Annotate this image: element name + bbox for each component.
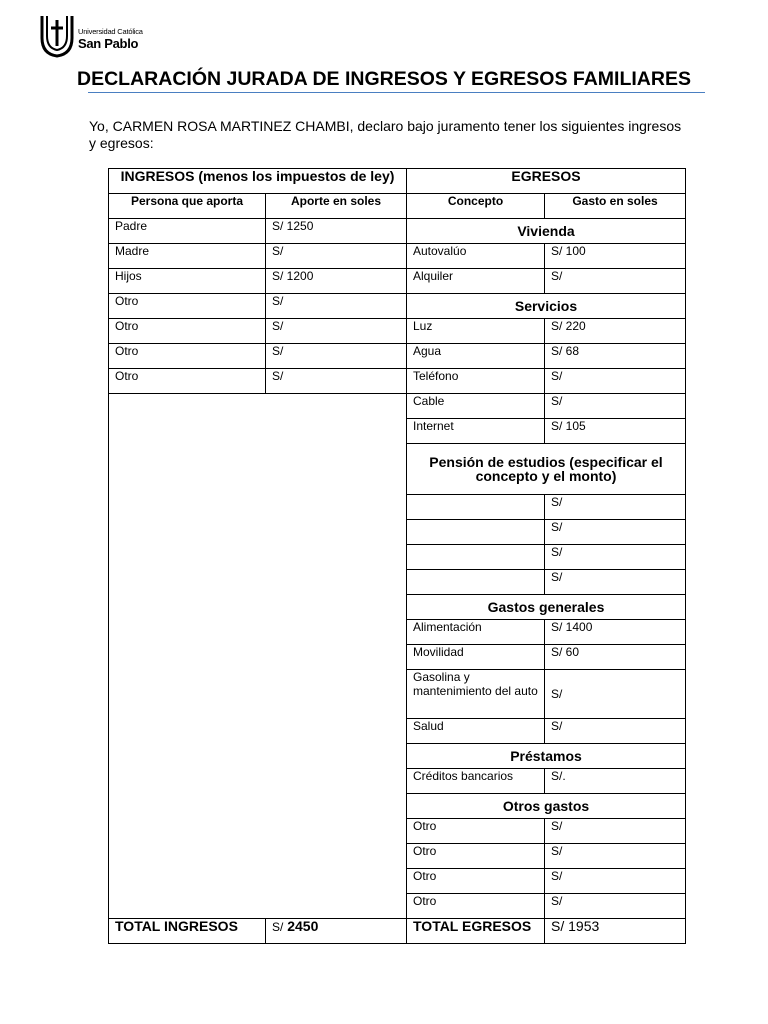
ingreso-persona: Otro [109,369,266,394]
gasto-header: Gasto en soles [545,194,686,219]
egreso-concepto: Agua [407,344,545,369]
egreso-gasto: S/ 60 [545,645,686,670]
ingreso-aporte: S/ [266,344,407,369]
page-title: DECLARACIÓN JURADA DE INGRESOS Y EGRESOS FAMILIARES [77,68,691,90]
egreso-concepto [407,545,545,570]
university-logo [38,12,148,58]
egreso-concepto: Otro [407,894,545,919]
ingreso-aporte: S/ 1250 [266,219,407,244]
total-ingresos-value [266,919,407,944]
egreso-gasto: S/. [545,769,686,794]
logo-name-text: San Pablo [78,36,139,51]
ingreso-persona: Padre [109,219,266,244]
ingreso-persona: Hijos [109,269,266,294]
table-row [109,294,686,319]
egreso-gasto: S/ [545,894,686,919]
egreso-gasto: S/ [545,495,686,520]
table-row [109,269,686,294]
egreso-concepto [407,570,545,595]
egreso-concepto: Luz [407,319,545,344]
egreso-gasto: S/ [545,869,686,894]
total-ingresos-prefix: S/ [272,920,284,934]
egreso-gasto: S/ [545,819,686,844]
concepto-header: Concepto [407,194,545,219]
total-egresos-value: S/ 1953 [545,919,686,944]
egreso-concepto: Créditos bancarios [407,769,545,794]
ingreso-aporte: S/ [266,319,407,344]
table-row [109,244,686,269]
egreso-gasto: S/ [545,545,686,570]
egreso-gasto: S/ 1400 [545,620,686,645]
egreso-concepto: Otro [407,819,545,844]
ingreso-persona: Madre [109,244,266,269]
egreso-gasto: S/ [545,520,686,545]
egreso-gasto: S/ 105 [545,419,686,444]
section-vivienda: Vivienda [407,219,686,244]
total-ingresos-amount: 2450 [287,918,319,934]
table-row [109,369,686,394]
total-egresos-label: TOTAL EGRESOS [407,919,545,944]
section-otros: Otros gastos [407,794,686,819]
table-row [109,219,686,244]
egreso-concepto [407,520,545,545]
table-row [109,394,686,419]
egreso-concepto [407,495,545,520]
totals-row [109,919,686,944]
egreso-concepto: Teléfono [407,369,545,394]
ingreso-persona: Otro [109,319,266,344]
persona-header: Persona que aporta [109,194,266,219]
egreso-gasto: S/ 100 [545,244,686,269]
egreso-concepto: Salud [407,719,545,744]
aporte-header: Aporte en soles [266,194,407,219]
egreso-gasto: S/ [545,719,686,744]
income-expense-table [108,168,686,944]
egreso-gasto: S/ 68 [545,344,686,369]
egreso-gasto: S/ [545,670,686,719]
egreso-gasto: S/ [545,844,686,869]
egreso-gasto: S/ [545,369,686,394]
section-generales: Gastos generales [407,595,686,620]
egreso-gasto: S/ 220 [545,319,686,344]
title-underline [88,92,705,93]
section-servicios: Servicios [407,294,686,319]
egresos-header: EGRESOS [407,169,686,194]
egreso-concepto: Autovalúo [407,244,545,269]
ingreso-persona: Otro [109,344,266,369]
ingreso-aporte: S/ [266,369,407,394]
egreso-concepto: Gasolina y mantenimiento del auto [407,670,545,719]
total-ingresos-label: TOTAL INGRESOS [109,919,266,944]
table-header-row [109,169,686,194]
table-subheader-row [109,194,686,219]
table-row [109,319,686,344]
egreso-concepto: Internet [407,419,545,444]
egreso-gasto: S/ [545,269,686,294]
table-row [109,344,686,369]
university-crest-icon [38,12,76,58]
section-pension: Pensión de estudios (especificar el concepto y el monto) [407,444,686,495]
egreso-concepto: Otro [407,844,545,869]
logo-university-text: Universidad Católica [78,27,143,36]
egreso-concepto: Movilidad [407,645,545,670]
egreso-concepto: Cable [407,394,545,419]
egreso-concepto: Alimentación [407,620,545,645]
section-prestamos: Préstamos [407,744,686,769]
ingreso-aporte: S/ 1200 [266,269,407,294]
intro-paragraph: Yo, CARMEN ROSA MARTINEZ CHAMBI, declaro bajo juramento tener los siguientes ingresos y egresos: [89,118,682,151]
ingreso-aporte: S/ [266,294,407,319]
ingresos-header: INGRESOS (menos los impuestos de ley) [109,169,407,194]
egreso-gasto: S/ [545,394,686,419]
egreso-concepto: Alquiler [407,269,545,294]
egreso-concepto: Otro [407,869,545,894]
egreso-gasto: S/ [545,570,686,595]
ingreso-persona: Otro [109,294,266,319]
ingresos-empty-area [109,394,407,919]
ingreso-aporte: S/ [266,244,407,269]
